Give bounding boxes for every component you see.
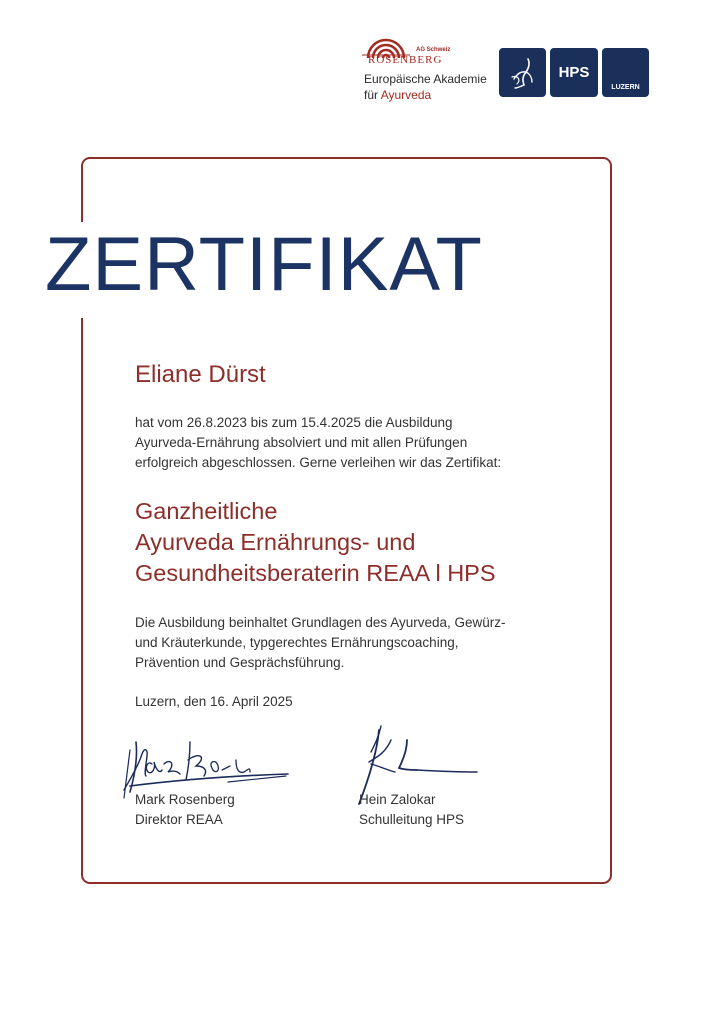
signatory-role: Schulleitung HPS	[359, 812, 465, 827]
rosenberg-tagline: AG Schweiz	[416, 47, 451, 53]
intro-line: Ayurveda-Ernährung absolviert und mit allen Prüfungen	[135, 435, 468, 450]
content-paragraph	[135, 613, 506, 673]
certificate-title: ZERTIFIKAT	[45, 222, 483, 307]
place-date: Luzern, den 16. April 2025	[135, 694, 293, 709]
hps-name-box: HPS	[550, 48, 598, 97]
signatory-role: Direktor REAA	[135, 812, 223, 827]
content-line: und Kräuterkunde, typgerechtes Ernährungscoaching,	[135, 635, 459, 650]
signatory-name: Hein Zalokar	[359, 792, 436, 807]
intro-line: hat vom 26.8.2023 bis zum 15.4.2025 die Ausbildung	[135, 415, 453, 430]
intro-line: erfolgreich abgeschlossen. Gerne verleihen wir das Zertifikat:	[135, 455, 502, 470]
qualification-title	[135, 496, 496, 589]
rosenberg-brand-name: ROSENBERG	[368, 54, 443, 66]
intro-paragraph	[135, 413, 501, 473]
content-line: Prävention und Gesprächsführung.	[135, 655, 345, 670]
recipient-name: Eliane Dürst	[135, 361, 266, 388]
yoga-figure-icon	[508, 55, 538, 91]
qualification-line: Ganzheitliche	[135, 498, 278, 524]
academy-name-line2	[364, 88, 431, 102]
qualification-line: Gesundheitsberaterin REAA l HPS	[135, 560, 496, 586]
content-line: Die Ausbildung beinhaltet Grundlagen des Ayurveda, Gewürz-	[135, 615, 506, 630]
hps-city-box: LUZERN	[602, 48, 649, 97]
academy-line2-accent: Ayurveda	[380, 88, 432, 102]
signatory-zalokar	[359, 790, 464, 830]
signatory-name: Mark Rosenberg	[135, 792, 235, 807]
signatory-rosenberg	[135, 790, 235, 830]
academy-name-line1: Europäische Akademie	[364, 72, 487, 86]
hps-figure-box	[499, 48, 546, 97]
academy-line2-prefix: für	[364, 88, 381, 102]
rosenberg-logo	[352, 28, 502, 108]
qualification-line: Ayurveda Ernährungs- und	[135, 529, 416, 555]
